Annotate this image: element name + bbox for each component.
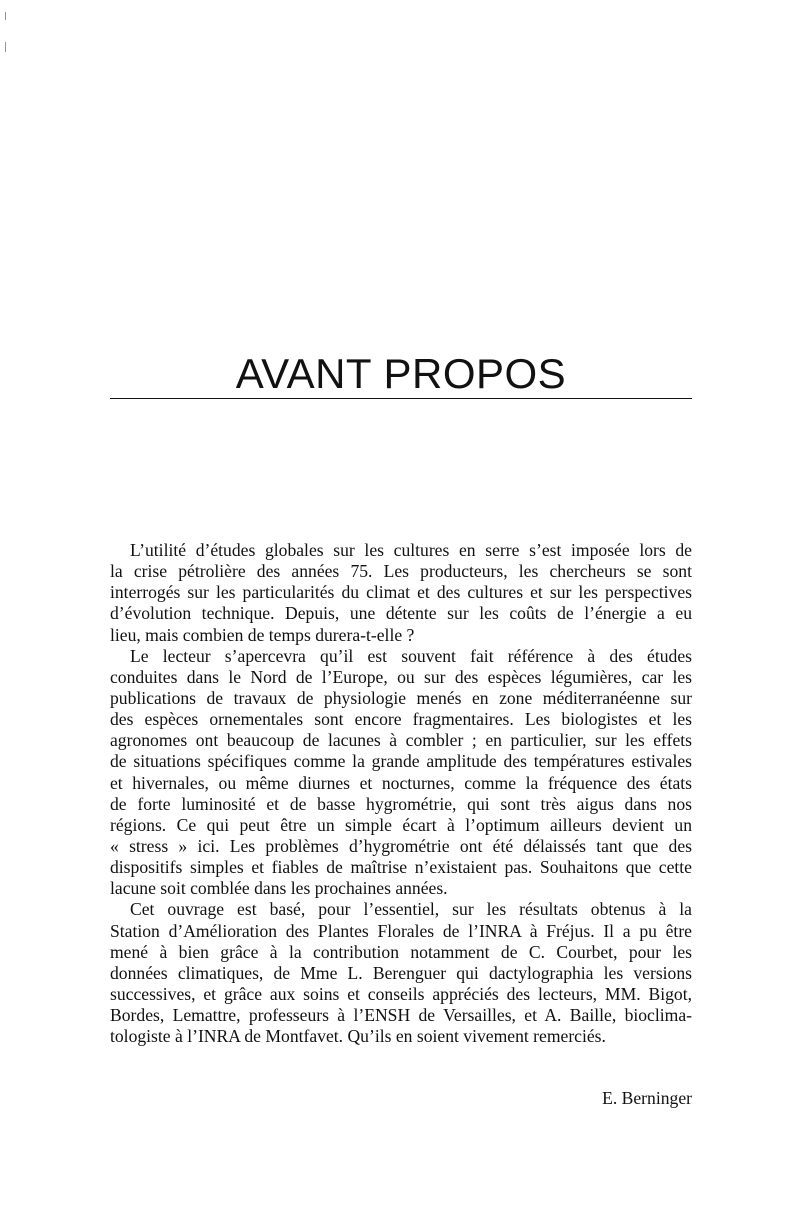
text-line: de situations spécifiques comme la grande amplitude des températures estivales: [110, 751, 692, 772]
text-line: Station d’Amélioration des Plantes Florales de l’INRA à Fréjus. Il a pu être: [110, 920, 692, 941]
text-line: Cet ouvrage est basé, pour l’essentiel, sur les résultats obtenus à la: [130, 899, 692, 920]
text-line: Le lecteur s’apercevra qu’il est souvent fait référence à des études: [130, 645, 692, 666]
text-line: Bordes, Lemattre, professeurs à l’ENSH de Versailles, et A. Baille, bioclima-: [110, 1005, 692, 1026]
text-line: lieu, mais combien de temps durera-t-elle ?: [110, 624, 415, 645]
text-line: mené à bien grâce à la contribution notamment de C. Courbet, pour les: [110, 941, 692, 962]
text-line: agronomes ont beaucoup de lacunes à combler ; en particulier, sur les effets: [110, 730, 692, 751]
text-line: et hivernales, ou même diurnes et nocturnes, comme la fréquence des états: [110, 772, 692, 793]
scan-mark: [5, 12, 6, 20]
text-line: des espèces ornementales sont encore fragmentaires. Les biologistes et les: [110, 709, 692, 730]
text-line: d’évolution technique. Depuis, une détente sur les coûts de l’énergie a eu: [110, 603, 692, 624]
text-line: tologiste à l’INRA de Montfavet. Qu’ils en soient vivement remerciés.: [110, 1026, 606, 1047]
scan-mark: [5, 42, 6, 52]
text-line: données climatiques, de Mme L. Berenguer qui dactylographia les versions: [110, 962, 692, 983]
page-title: AVANT PROPOS: [235, 350, 567, 397]
text-line: successives, et grâce aux soins et conseils appréciés des lecteurs, MM. Bigot,: [110, 983, 692, 1004]
text-line: de forte luminosité et de basse hygrométrie, qui sont très aigus dans nos: [110, 793, 692, 814]
text-line: « stress » ici. Les problèmes d’hygrométrie ont été délaissés tant que des: [110, 835, 692, 856]
text-line: régions. Ce qui peut être un simple écart à l’optimum ailleurs devient un: [110, 814, 692, 835]
text-line: publications de travaux de physiologie menés en zone méditerranéenne sur: [110, 687, 692, 708]
text-line: la crise pétrolière des années 75. Les producteurs, les chercheurs se sont: [110, 561, 692, 582]
text-line: lacune soit comblée dans les prochaines années.: [110, 878, 448, 899]
text-line: conduites dans le Nord de l’Europe, ou sur des espèces légumières, car les: [110, 666, 692, 687]
text-line: L’utilité d’études globales sur les cultures en serre s’est imposée lors de: [130, 540, 692, 560]
text-line: interrogés sur les particularités du climat et des cultures et sur les perspectives: [110, 582, 692, 603]
foreword-body: [110, 540, 692, 1047]
author-signature: E. Berninger: [602, 1088, 692, 1108]
title-rule: [110, 398, 692, 399]
text-line: dispositifs simples et fiables de maîtrise n’existaient pas. Souhaitons que cette: [110, 857, 692, 878]
